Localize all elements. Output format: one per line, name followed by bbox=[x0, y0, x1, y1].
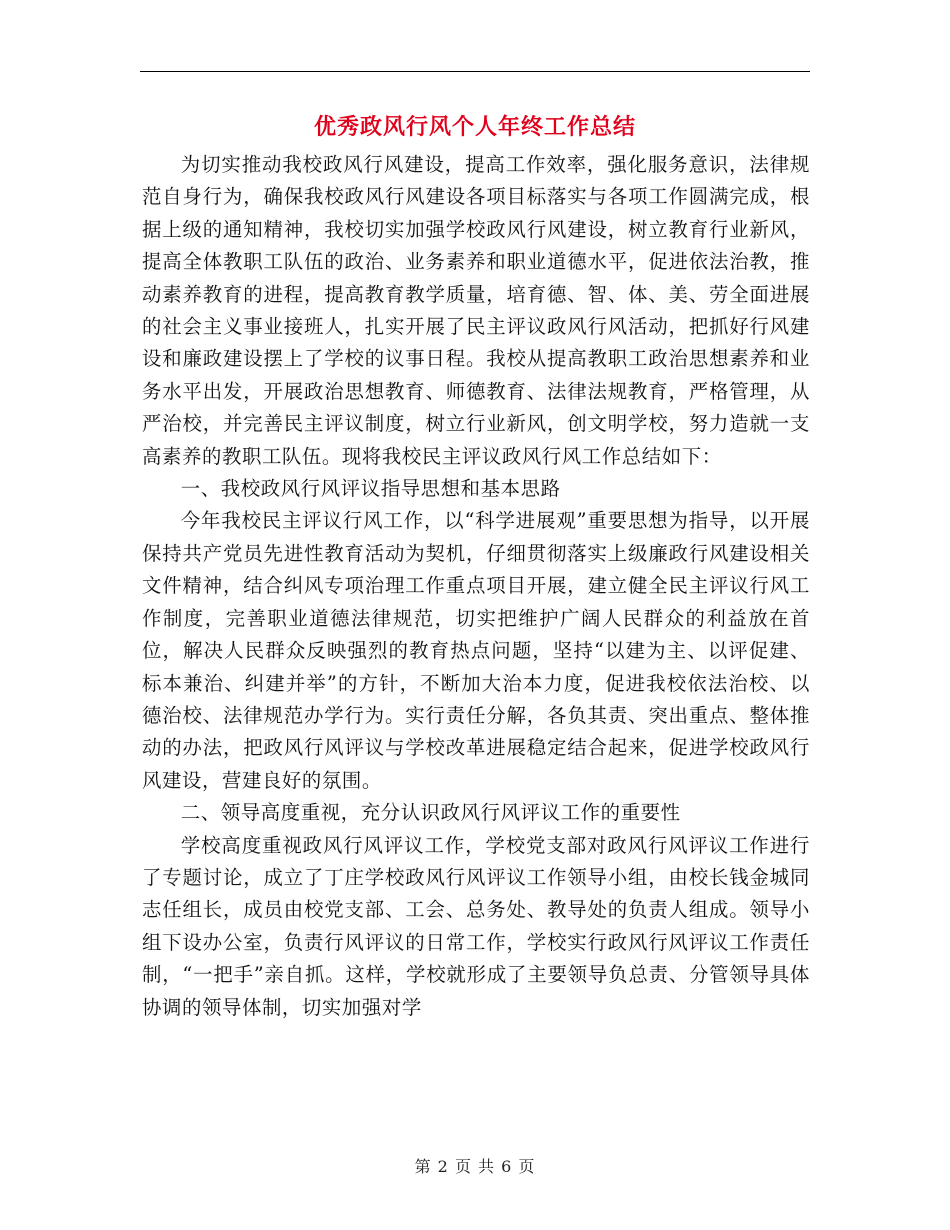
section-heading-2: 二、领导高度重视，充分认识政风行风评议工作的重要性 bbox=[180, 801, 681, 825]
document-title: 优秀政风行风个人年终工作总结 bbox=[313, 115, 636, 140]
paragraph-section-1: 今年我校民主评议行风工作，以“科学进展观”重要思想为指导，以开展保持共产党员先进性教育活动为契机，仔细贯彻落实上级廉政行风建设相关文件精神，结合纠风专项治理工作重点项目开展，建立健全民主评议行风工作制度，完善职业道德法律规范，切实把维护广阔人民群众的利益放在首位，解决人民群众反映强烈的教育热点问题，坚持“以建为主、以评促建、标本兼治、纠建并举”的方针，不断加大治本力度，促进我校依法治校、以德治校、法律规范办学行为。实行责任分解，各负其责、突出重点、整体推动的办法，把政风行风评议与学校改革进展稳定结合起来，促进学校政风行风建设，营建良好的氛围。 bbox=[142, 509, 810, 792]
document-body bbox=[142, 149, 810, 1024]
page-number-label: 第 2 页 共 6 页 bbox=[414, 1157, 536, 1176]
header-rule bbox=[140, 71, 810, 72]
page-footer bbox=[0, 1154, 950, 1177]
section-heading-1: 一、我校政风行风评议指导思想和基本思路 bbox=[180, 477, 561, 501]
paragraph-section-2: 学校高度重视政风行风评议工作，学校党支部对政风行风评议工作进行了专题讨论，成立了丁庄学校政风行风评议工作领导小组，由校长钱金城同志任组长，成员由校党支部、工会、总务处、教导处的负责人组成。领导小组下设办公室，负责行风评议的日常工作，学校实行政风行风评议工作责任制，“一把手”亲自抓。这样，学校就形成了主要领导负总责、分管领导具体协调的领导体制，切实加强对学 bbox=[142, 833, 810, 1019]
paragraph-intro: 为切实推动我校政风行风建设，提高工作效率，强化服务意识，法律规范自身行为，确保我校政风行风建设各项目标落实与各项工作圆满完成，根据上级的通知精神，我校切实加强学校政风行风建设，树立教育行业新风，提高全体教职工队伍的政治、业务素养和职业道德水平，促进依法治教，推动素养教育的进程，提高教育教学质量，培育德、智、体、美、劳全面进展的社会主义事业接班人，扎实开展了民主评议政风行风活动，把抓好行风建设和廉政建设摆上了学校的议事日程。我校从提高教职工政治思想素养和业务水平出发，开展政治思想教育、师德教育、法律法规教育，严格管理，从严治校，并完善民主评议制度，树立行业新风，创文明学校，努力造就一支高素养的教职工队伍。现将我校民主评议政风行风工作总结如下： bbox=[142, 153, 810, 468]
